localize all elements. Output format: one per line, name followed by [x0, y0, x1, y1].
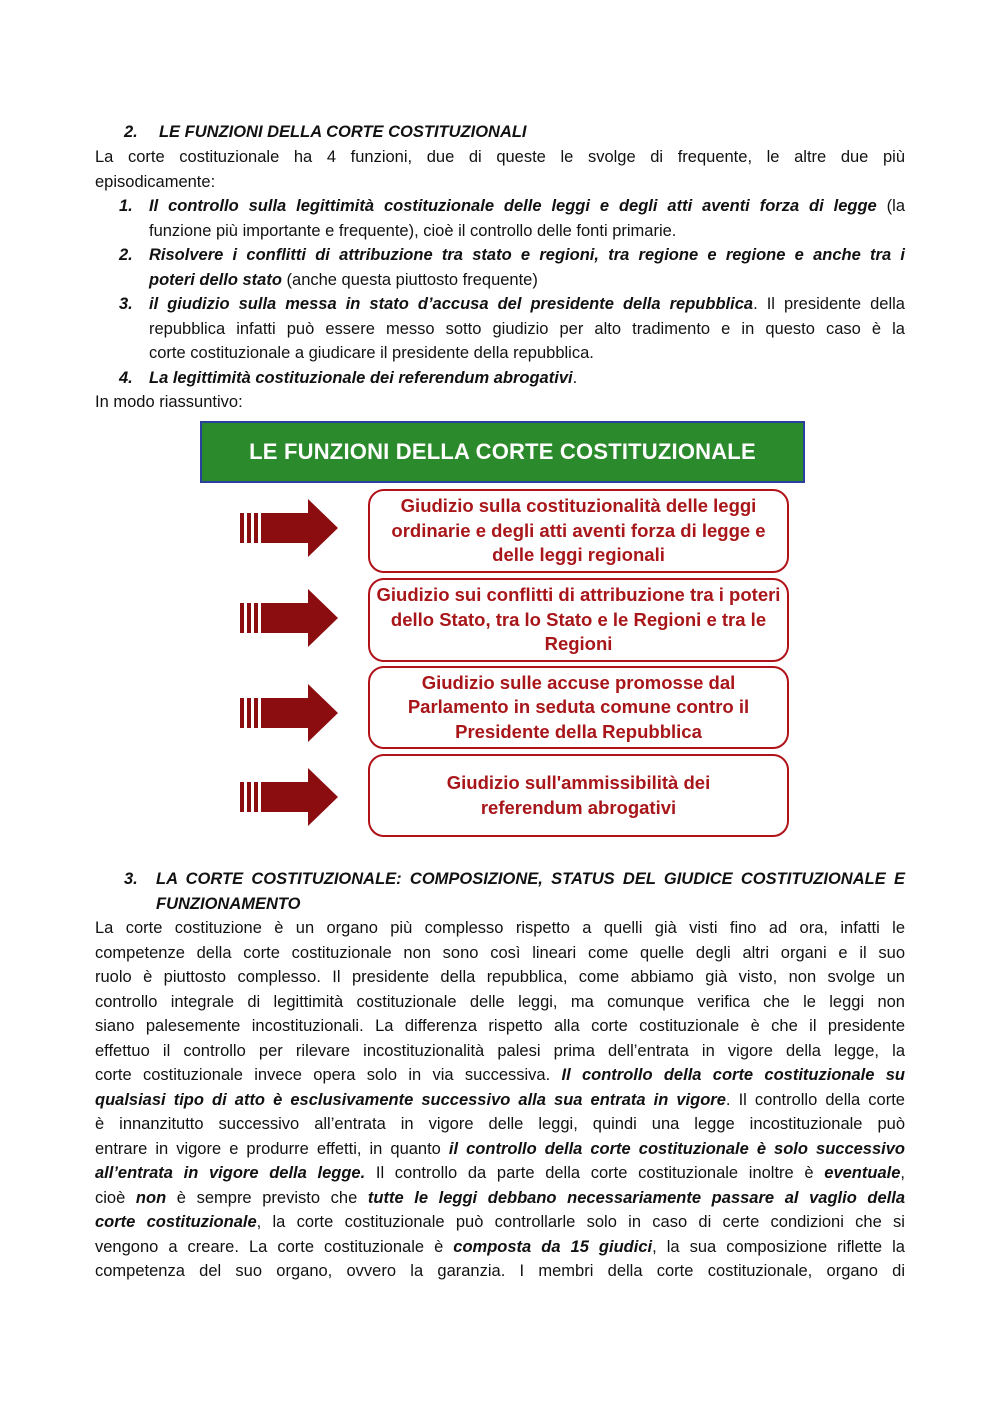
list-item-3-line-2: repubblica infatti può essere messo sotto giudizio per alto tradimento e in questo caso è la: [149, 319, 905, 338]
paragraph-line: corte costituzionale, la corte costituzionale può controllarle solo in caso di certe condizioni che si: [95, 1213, 905, 1231]
paragraph-line: qualsiasi tipo di atto è esclusivamente successivo alla sua entrata in vigore. Il controllo della corte: [95, 1090, 905, 1109]
list-item-3-line-3: corte costituzionale a giudicare il presidente della repubblica.: [149, 344, 594, 362]
list-item-1-line-1: Il controllo sulla legittimità costituzionale delle leggi e degli atti aventi forza di legge (la: [149, 197, 905, 215]
list-item-4-line-1: La legittimità costituzionale dei referendum abrogativi.: [149, 368, 578, 387]
intro-line-1: La corte costituzionale ha 4 funzioni, due di queste le svolge di frequente, le altre due più: [95, 148, 905, 166]
list-item-number: 2.: [119, 246, 133, 264]
paragraph-line: ruolo è piuttosto complesso. Il presidente della repubblica, come abbiamo già visto, non svolge un: [95, 968, 905, 986]
paragraph-line: corte costituzionale invece opera solo in via successiva. Il controllo della corte costituzionale su: [95, 1066, 905, 1084]
paragraph-line: controllo integrale di legittimità costituzionale delle leggi, ma comunque verifica che le leggi non: [95, 992, 905, 1011]
section-2-heading: [124, 120, 527, 145]
list-item-number: 4.: [119, 368, 133, 387]
list-item-number: 1.: [119, 197, 133, 215]
paragraph-line: cioè non è sempre previsto che tutte le leggi debbano necessariamente passare al vaglio della: [95, 1188, 905, 1207]
list-item-2-line-1: Risolvere i conflitti di attribuzione tra stato e regioni, tra regione e regione e anche tra i: [149, 246, 905, 264]
section-2-title: LE FUNZIONI DELLA CORTE COSTITUZIONALI: [158, 123, 527, 141]
paragraph-line: entrare in vigore e produrre effetti, in quanto il controllo della corte costituzionale è solo successivo: [95, 1139, 905, 1158]
paragraph-line: La corte costituzione è un organo più complesso rispetto a quelli già visti fino ad ora, infatti le: [95, 919, 905, 937]
section-3-title-line-1: LA CORTE COSTITUZIONALE: COMPOSIZIONE, STATUS DEL GIUDICE COSTITUZIONALE E: [156, 870, 905, 888]
function-box-1: Giudizio sulla costituzionalità delle leggi ordinarie e degli atti aventi forza di legge e delle leggi regionali: [368, 489, 789, 573]
function-box-3: Giudizio sulle accuse promosse dal Parlamento in seduta comune contro il Presidente della Repubblica: [368, 666, 789, 749]
list-item-1-line-2: funzione più importante e frequente), cioè il controllo delle fonti primarie.: [149, 221, 677, 240]
diagram-banner: LE FUNZIONI DELLA CORTE COSTITUZIONALE: [200, 421, 805, 483]
function-box-4: Giudizio sull'ammissibilità dei referendum abrogativi: [368, 754, 789, 837]
paragraph-line: è innanzitutto successivo all’entrata in vigore delle leggi, quindi una legge incostituzionale può: [95, 1115, 905, 1133]
arrow-icon: [238, 497, 340, 559]
list-item-number: 3.: [119, 295, 133, 313]
section-2-number: 2.: [124, 123, 138, 141]
paragraph-line: siano palesemente incostituzionali. La differenza rispetto alla corte costituzionale è che il presidente: [95, 1017, 905, 1035]
arrow-icon: [238, 682, 340, 744]
section-3-number: 3.: [124, 870, 138, 888]
list-item-2-line-2: poteri dello stato (anche questa piuttosto frequente): [149, 270, 538, 289]
summary-lead: In modo riassuntivo:: [95, 393, 243, 411]
paragraph-line: all’entrata in vigore della legge. Il controllo da parte della corte costituzionale inoltre è eventuale,: [95, 1164, 905, 1182]
paragraph-line: effettuo il controllo per rilevare incostituzionalità palesi prima dell’entrata in vigore della legge, la: [95, 1041, 905, 1060]
paragraph-line: competenza del suo organo, ovvero la garanzia. I membri della corte costituzionale, organo di: [95, 1262, 905, 1280]
arrow-icon: [238, 587, 340, 649]
section-3-title-line-2: FUNZIONAMENTO: [156, 894, 301, 913]
paragraph-line: competenze della corte costituzionale non sono così lineari come quelle degli altri organi e il suo: [95, 943, 905, 962]
list-item-3-line-1: il giudizio sulla messa in stato d’accusa del presidente della repubblica. Il presidente della: [149, 295, 905, 313]
paragraph-line: vengono a creare. La corte costituzionale è composta da 15 giudici, la sua composizione riflette la: [95, 1237, 905, 1256]
arrow-icon: [238, 766, 340, 828]
intro-line-2: episodicamente:: [95, 172, 216, 191]
function-box-2: Giudizio sui conflitti di attribuzione tra i poteri dello Stato, tra lo Stato e le Regioni e tra le Regioni: [368, 578, 789, 662]
